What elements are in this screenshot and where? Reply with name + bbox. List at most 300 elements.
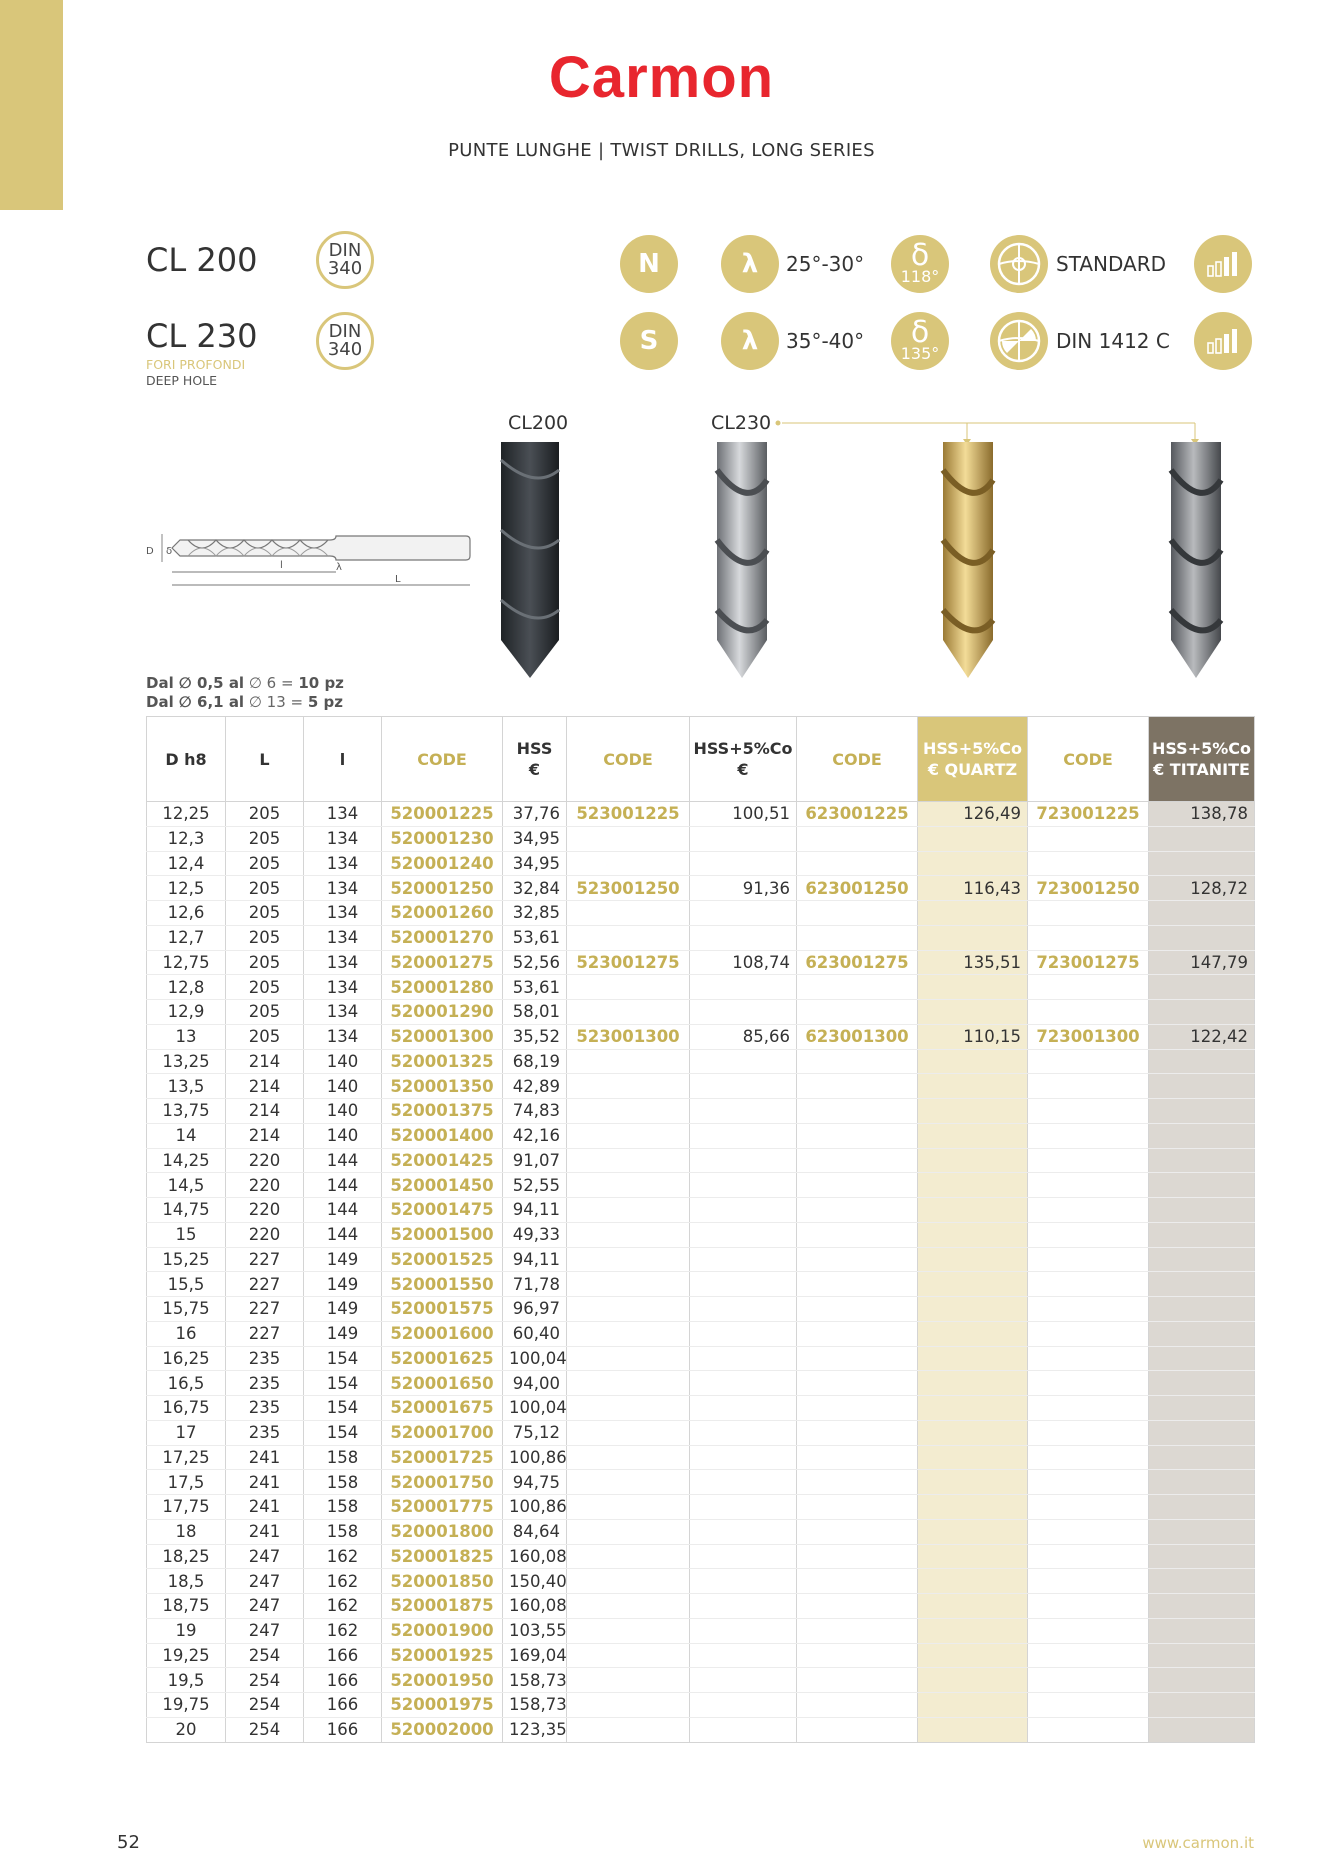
drill-dimension-diagram <box>140 510 480 595</box>
cell-length-total: 220 <box>226 1222 304 1247</box>
cell-diameter: 15,25 <box>147 1247 226 1272</box>
table-row <box>147 1717 1255 1742</box>
cell-price-hss: 150,40 <box>503 1569 567 1594</box>
cell-diameter: 16 <box>147 1321 226 1346</box>
cell-price-hss: 34,95 <box>503 826 567 851</box>
table-row <box>147 1247 1255 1272</box>
cell-code-titanite <box>1028 1618 1149 1643</box>
cell-price-hssco <box>690 851 797 876</box>
cell-code-hssco <box>567 1470 690 1495</box>
cell-length-flute: 134 <box>304 1000 382 1025</box>
cell-price-quartz <box>918 1371 1028 1396</box>
cell-price-hss: 75,12 <box>503 1420 567 1445</box>
cell-length-flute: 166 <box>304 1693 382 1718</box>
cell-length-flute: 166 <box>304 1643 382 1668</box>
header-code-hssco: CODE <box>567 717 690 802</box>
cell-code-hss: 520001750 <box>382 1470 503 1495</box>
cell-diameter: 12,3 <box>147 826 226 851</box>
drill-image-black <box>495 440 565 680</box>
cell-code-hssco <box>567 1668 690 1693</box>
cell-code-hssco <box>567 1643 690 1668</box>
cell-length-flute: 158 <box>304 1470 382 1495</box>
table-row <box>147 1222 1255 1247</box>
cell-code-titanite <box>1028 1420 1149 1445</box>
cell-price-titanite <box>1149 1618 1255 1643</box>
cell-price-quartz <box>918 1074 1028 1099</box>
cell-price-titanite <box>1149 851 1255 876</box>
cell-code-hssco <box>567 1618 690 1643</box>
cell-length-total: 227 <box>226 1297 304 1322</box>
cell-code-quartz <box>797 1594 918 1619</box>
din-number: 340 <box>327 258 363 279</box>
cell-code-titanite: 723001250 <box>1028 876 1149 901</box>
delta-icon: δ 118° <box>891 235 949 293</box>
cell-code-quartz <box>797 1074 918 1099</box>
note-line-1: FORI PROFONDI <box>146 357 246 372</box>
cell-length-flute: 144 <box>304 1173 382 1198</box>
table-row <box>147 1420 1255 1445</box>
cell-price-hssco: 100,51 <box>690 802 797 827</box>
cell-code-quartz <box>797 1470 918 1495</box>
cell-code-hss: 520002000 <box>382 1717 503 1742</box>
table-row <box>147 1024 1255 1049</box>
table-row <box>147 1544 1255 1569</box>
cell-price-titanite <box>1149 1643 1255 1668</box>
cell-price-hss: 32,84 <box>503 876 567 901</box>
cell-code-hss: 520001975 <box>382 1693 503 1718</box>
cell-length-flute: 149 <box>304 1297 382 1322</box>
cell-price-hssco <box>690 1198 797 1223</box>
cell-code-quartz <box>797 851 918 876</box>
cell-code-quartz <box>797 1569 918 1594</box>
cell-diameter: 13,75 <box>147 1099 226 1124</box>
table-row <box>147 1668 1255 1693</box>
cell-length-total: 205 <box>226 1000 304 1025</box>
drill-label-cl200: CL200 <box>508 412 569 434</box>
cell-code-hssco <box>567 1123 690 1148</box>
cell-price-titanite <box>1149 1668 1255 1693</box>
cell-length-flute: 134 <box>304 925 382 950</box>
cell-price-quartz <box>918 1519 1028 1544</box>
lambda-icon: λ <box>721 235 779 293</box>
cell-diameter: 18,5 <box>147 1569 226 1594</box>
lambda-icon: λ <box>721 312 779 370</box>
cell-price-titanite <box>1149 1198 1255 1223</box>
cell-price-quartz <box>918 1420 1028 1445</box>
cell-diameter: 20 <box>147 1717 226 1742</box>
cell-price-hssco <box>690 1321 797 1346</box>
cell-price-hssco <box>690 1049 797 1074</box>
table-header-row <box>147 717 1255 802</box>
diagram-label-lambda: λ <box>336 562 342 573</box>
cell-code-quartz <box>797 1173 918 1198</box>
cell-diameter: 12,25 <box>147 802 226 827</box>
cell-code-hss: 520001225 <box>382 802 503 827</box>
cell-price-hssco: 91,36 <box>690 876 797 901</box>
cell-length-flute: 134 <box>304 950 382 975</box>
cell-length-flute: 144 <box>304 1222 382 1247</box>
cell-price-hssco <box>690 1222 797 1247</box>
cell-code-quartz <box>797 1049 918 1074</box>
cell-code-titanite <box>1028 901 1149 926</box>
table-row <box>147 876 1255 901</box>
cell-price-titanite <box>1149 1470 1255 1495</box>
cell-price-hssco <box>690 925 797 950</box>
cell-price-titanite <box>1149 1569 1255 1594</box>
din-badge-cl200 <box>316 231 374 289</box>
cell-code-hssco <box>567 1346 690 1371</box>
table-row <box>147 1198 1255 1223</box>
cell-code-titanite <box>1028 975 1149 1000</box>
signal-bars-icon <box>1194 235 1252 293</box>
cell-code-quartz <box>797 1148 918 1173</box>
cell-price-quartz <box>918 1594 1028 1619</box>
cell-length-total: 205 <box>226 826 304 851</box>
cell-price-quartz <box>918 1049 1028 1074</box>
cell-length-total: 220 <box>226 1198 304 1223</box>
cell-code-quartz <box>797 1346 918 1371</box>
cell-diameter: 14,75 <box>147 1198 226 1223</box>
cell-price-quartz <box>918 1173 1028 1198</box>
cell-price-hssco <box>690 975 797 1000</box>
cell-length-total: 241 <box>226 1445 304 1470</box>
cell-price-quartz <box>918 1470 1028 1495</box>
cell-price-quartz <box>918 1569 1028 1594</box>
cell-length-flute: 166 <box>304 1668 382 1693</box>
cell-code-quartz <box>797 901 918 926</box>
table-row <box>147 1594 1255 1619</box>
cell-length-flute: 154 <box>304 1371 382 1396</box>
drill-point-icon <box>990 235 1048 293</box>
cell-length-flute: 158 <box>304 1445 382 1470</box>
cell-code-quartz <box>797 1519 918 1544</box>
cell-diameter: 12,6 <box>147 901 226 926</box>
cell-code-quartz <box>797 1371 918 1396</box>
din-label: DIN <box>328 240 362 261</box>
cell-length-total: 220 <box>226 1148 304 1173</box>
cell-code-hssco: 523001300 <box>567 1024 690 1049</box>
cell-code-hssco <box>567 1519 690 1544</box>
cell-code-hss: 520001725 <box>382 1445 503 1470</box>
cell-code-quartz <box>797 975 918 1000</box>
cell-price-quartz <box>918 1099 1028 1124</box>
cell-code-hss: 520001700 <box>382 1420 503 1445</box>
cell-code-hss: 520001260 <box>382 901 503 926</box>
diagram-label-D: D <box>146 546 154 557</box>
cell-price-hss: 94,11 <box>503 1198 567 1223</box>
cell-code-titanite <box>1028 1074 1149 1099</box>
cell-code-quartz <box>797 1247 918 1272</box>
cell-code-hssco <box>567 1173 690 1198</box>
cell-code-hssco <box>567 1272 690 1297</box>
cell-price-titanite <box>1149 1544 1255 1569</box>
cell-length-flute: 149 <box>304 1272 382 1297</box>
cell-code-titanite <box>1028 1668 1149 1693</box>
material-n-icon: N <box>620 235 678 293</box>
signal-bars-icon <box>1194 312 1252 370</box>
table-row <box>147 1495 1255 1520</box>
cell-length-flute: 162 <box>304 1569 382 1594</box>
cell-code-titanite <box>1028 826 1149 851</box>
cell-length-flute: 154 <box>304 1396 382 1421</box>
cell-price-hssco <box>690 1396 797 1421</box>
point-type-cl230: DIN 1412 C <box>1056 329 1170 353</box>
cell-code-titanite <box>1028 1544 1149 1569</box>
cell-price-hss: 100,86 <box>503 1445 567 1470</box>
cell-price-quartz <box>918 1198 1028 1223</box>
footer-url: www.carmon.it <box>1142 1834 1254 1852</box>
cell-price-hss: 100,04 <box>503 1346 567 1371</box>
table-row <box>147 1693 1255 1718</box>
cell-length-total: 247 <box>226 1594 304 1619</box>
cell-price-quartz <box>918 1123 1028 1148</box>
cell-code-quartz <box>797 1693 918 1718</box>
cell-code-titanite <box>1028 1198 1149 1223</box>
cell-code-titanite <box>1028 1396 1149 1421</box>
cell-length-flute: 166 <box>304 1717 382 1742</box>
cell-price-quartz <box>918 1346 1028 1371</box>
cell-diameter: 19 <box>147 1618 226 1643</box>
cell-price-hssco <box>690 1643 797 1668</box>
cell-code-hssco <box>567 1420 690 1445</box>
cell-code-titanite: 723001300 <box>1028 1024 1149 1049</box>
cell-diameter: 16,75 <box>147 1396 226 1421</box>
cell-code-titanite <box>1028 1519 1149 1544</box>
cell-price-hss: 84,64 <box>503 1519 567 1544</box>
cell-code-hss: 520001875 <box>382 1594 503 1619</box>
cell-diameter: 18,75 <box>147 1594 226 1619</box>
cell-code-titanite <box>1028 1594 1149 1619</box>
cell-diameter: 13,25 <box>147 1049 226 1074</box>
cell-price-quartz <box>918 901 1028 926</box>
cell-price-hssco <box>690 1544 797 1569</box>
cell-length-flute: 149 <box>304 1247 382 1272</box>
cell-code-hss: 520001850 <box>382 1569 503 1594</box>
cell-price-hss: 100,04 <box>503 1396 567 1421</box>
cell-length-total: 205 <box>226 876 304 901</box>
cell-code-hss: 520001675 <box>382 1396 503 1421</box>
cell-code-titanite <box>1028 1569 1149 1594</box>
cell-price-hssco <box>690 1173 797 1198</box>
cell-code-quartz <box>797 1668 918 1693</box>
cell-length-flute: 144 <box>304 1198 382 1223</box>
cell-code-hssco <box>567 1544 690 1569</box>
cell-code-hssco <box>567 1495 690 1520</box>
cell-diameter: 14,25 <box>147 1148 226 1173</box>
cell-length-flute: 158 <box>304 1519 382 1544</box>
cell-length-flute: 149 <box>304 1321 382 1346</box>
product-table <box>146 716 1255 1743</box>
cell-diameter: 12,9 <box>147 1000 226 1025</box>
cell-price-quartz <box>918 1000 1028 1025</box>
cell-price-quartz <box>918 1693 1028 1718</box>
cell-diameter: 19,25 <box>147 1643 226 1668</box>
cell-price-hssco <box>690 1123 797 1148</box>
cell-code-hss: 520001775 <box>382 1495 503 1520</box>
table-row <box>147 950 1255 975</box>
cell-length-total: 247 <box>226 1544 304 1569</box>
page-subtitle: PUNTE LUNGHE | TWIST DRILLS, LONG SERIES <box>448 140 875 161</box>
cell-price-hssco <box>690 1519 797 1544</box>
cell-length-flute: 140 <box>304 1074 382 1099</box>
table-row <box>147 802 1255 827</box>
cell-code-titanite <box>1028 1346 1149 1371</box>
cell-length-total: 214 <box>226 1074 304 1099</box>
cell-price-titanite <box>1149 1074 1255 1099</box>
header-code-titanite: CODE <box>1028 717 1149 802</box>
cell-code-quartz <box>797 1717 918 1742</box>
cell-price-hss: 34,95 <box>503 851 567 876</box>
cell-diameter: 13 <box>147 1024 226 1049</box>
cell-length-total: 241 <box>226 1470 304 1495</box>
cell-price-hssco <box>690 1569 797 1594</box>
pack-info-line-1: Dal ∅ 0,5 al ∅ 6 = 10 pz <box>146 674 344 692</box>
cell-price-titanite <box>1149 1297 1255 1322</box>
cell-price-quartz <box>918 1717 1028 1742</box>
cell-price-quartz <box>918 1247 1028 1272</box>
cell-length-total: 205 <box>226 1024 304 1049</box>
cell-code-hss: 520001450 <box>382 1173 503 1198</box>
cell-diameter: 19,5 <box>147 1668 226 1693</box>
cell-length-flute: 140 <box>304 1099 382 1124</box>
cell-price-titanite <box>1149 1594 1255 1619</box>
cell-price-titanite <box>1149 1247 1255 1272</box>
header-code-hss: CODE <box>382 717 503 802</box>
cell-diameter: 13,5 <box>147 1074 226 1099</box>
cell-price-hss: 52,55 <box>503 1173 567 1198</box>
cell-code-titanite <box>1028 1272 1149 1297</box>
cell-length-flute: 140 <box>304 1123 382 1148</box>
header-code-quartz: CODE <box>797 717 918 802</box>
cell-price-hssco <box>690 901 797 926</box>
cell-code-hss: 520001575 <box>382 1297 503 1322</box>
cell-price-hss: 103,55 <box>503 1618 567 1643</box>
cell-code-hss: 520001350 <box>382 1074 503 1099</box>
cell-code-quartz: 623001225 <box>797 802 918 827</box>
cell-price-titanite <box>1149 925 1255 950</box>
cell-price-hssco <box>690 1445 797 1470</box>
cell-price-titanite <box>1149 1717 1255 1742</box>
cell-price-quartz <box>918 1297 1028 1322</box>
cell-code-quartz: 623001250 <box>797 876 918 901</box>
cell-price-hssco <box>690 826 797 851</box>
note-line-2: DEEP HOLE <box>146 373 218 388</box>
cell-code-hss: 520001800 <box>382 1519 503 1544</box>
cell-price-quartz <box>918 925 1028 950</box>
cell-length-total: 247 <box>226 1569 304 1594</box>
cell-code-quartz <box>797 1222 918 1247</box>
cell-price-hss: 68,19 <box>503 1049 567 1074</box>
model-note <box>146 357 245 389</box>
cell-code-titanite <box>1028 1643 1149 1668</box>
cell-price-titanite <box>1149 1371 1255 1396</box>
cell-code-hssco <box>567 1297 690 1322</box>
delta-icon: δ 135° <box>891 312 949 370</box>
table-body <box>147 802 1255 1743</box>
cell-price-hssco <box>690 1693 797 1718</box>
cell-code-hssco <box>567 1693 690 1718</box>
table-row <box>147 1272 1255 1297</box>
cell-price-hss: 49,33 <box>503 1222 567 1247</box>
cell-price-hssco <box>690 1371 797 1396</box>
table-row <box>147 1000 1255 1025</box>
cell-code-quartz <box>797 1643 918 1668</box>
cell-price-hssco <box>690 1272 797 1297</box>
cell-code-titanite: 723001225 <box>1028 802 1149 827</box>
cell-code-quartz <box>797 1321 918 1346</box>
cell-code-quartz: 623001300 <box>797 1024 918 1049</box>
cell-price-quartz: 116,43 <box>918 876 1028 901</box>
cell-price-hss: 123,35 <box>503 1717 567 1742</box>
cell-code-quartz <box>797 1396 918 1421</box>
table-row <box>147 1470 1255 1495</box>
cell-price-hss: 53,61 <box>503 975 567 1000</box>
cell-diameter: 12,7 <box>147 925 226 950</box>
cell-price-quartz <box>918 1148 1028 1173</box>
cell-price-hssco <box>690 1346 797 1371</box>
table-row <box>147 1618 1255 1643</box>
cell-code-quartz <box>797 1495 918 1520</box>
cell-code-titanite <box>1028 851 1149 876</box>
cell-price-hss: 100,86 <box>503 1495 567 1520</box>
cell-price-titanite <box>1149 1173 1255 1198</box>
cell-code-titanite <box>1028 1148 1149 1173</box>
cell-price-titanite <box>1149 1123 1255 1148</box>
header-hss: HSS € <box>503 717 567 802</box>
cell-code-hssco <box>567 1396 690 1421</box>
cell-price-quartz <box>918 1668 1028 1693</box>
cell-price-quartz <box>918 1643 1028 1668</box>
table-row <box>147 925 1255 950</box>
cell-price-hss: 74,83 <box>503 1099 567 1124</box>
table-row <box>147 1445 1255 1470</box>
drill-image-titanite <box>1161 440 1231 680</box>
cell-diameter: 17 <box>147 1420 226 1445</box>
cell-code-hss: 520001290 <box>382 1000 503 1025</box>
cell-length-flute: 158 <box>304 1495 382 1520</box>
cell-code-titanite <box>1028 1495 1149 1520</box>
diagram-label-delta: δ <box>166 546 173 557</box>
header-L: L <box>226 717 304 802</box>
cell-code-hss: 520001625 <box>382 1346 503 1371</box>
cell-diameter: 12,4 <box>147 851 226 876</box>
table-row <box>147 1396 1255 1421</box>
cell-price-hss: 42,89 <box>503 1074 567 1099</box>
cell-diameter: 17,25 <box>147 1445 226 1470</box>
cell-code-titanite <box>1028 1247 1149 1272</box>
cell-price-titanite <box>1149 1420 1255 1445</box>
cell-length-flute: 154 <box>304 1346 382 1371</box>
cell-code-quartz <box>797 1618 918 1643</box>
pack-info <box>146 674 344 712</box>
header-titanite: HSS+5%Co € TITANITE <box>1149 717 1255 802</box>
cell-diameter: 15,5 <box>147 1272 226 1297</box>
cell-code-hssco <box>567 1569 690 1594</box>
cell-price-hssco <box>690 1099 797 1124</box>
cell-code-hssco: 523001250 <box>567 876 690 901</box>
cell-length-total: 205 <box>226 950 304 975</box>
cell-code-hss: 520001325 <box>382 1049 503 1074</box>
cell-price-hssco: 85,66 <box>690 1024 797 1049</box>
cell-length-total: 227 <box>226 1321 304 1346</box>
split-point-icon <box>990 312 1048 370</box>
table-row <box>147 1519 1255 1544</box>
cell-price-hss: 42,16 <box>503 1123 567 1148</box>
cell-price-hssco <box>690 1247 797 1272</box>
cell-price-hss: 94,11 <box>503 1247 567 1272</box>
cell-code-titanite <box>1028 1371 1149 1396</box>
cell-price-titanite: 138,78 <box>1149 802 1255 827</box>
